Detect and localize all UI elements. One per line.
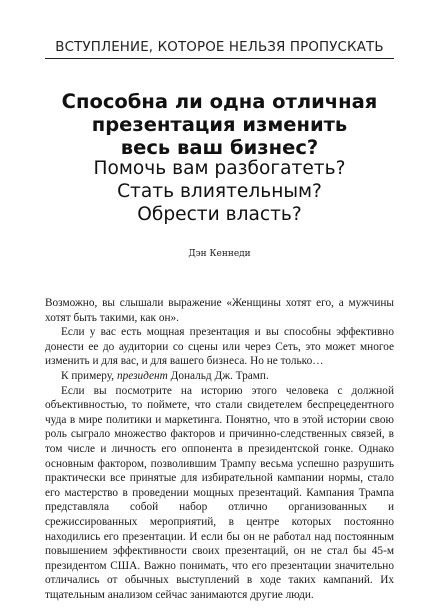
paragraph: Возможно, вы слышали выражение «Женщины хотят его, а мужчины хотят быть такими, как он».	[45, 297, 394, 324]
title-line: Способна ли одна отличная	[61, 90, 378, 113]
author-name: Дэн Кеннеди	[188, 249, 251, 259]
subtitle-line: Обрести власть?	[137, 204, 302, 225]
page-title	[30, 90, 409, 159]
title-line: весь ваш бизнес?	[120, 136, 319, 159]
emphasis-text: президент	[116, 369, 168, 382]
chapter-header: ВСТУПЛЕНИЕ, КОТОРОЕ НЕЛЬЗЯ ПРОПУСКАТЬ	[45, 40, 394, 59]
paragraph-text: К примеру,	[61, 369, 117, 382]
paragraph	[45, 369, 394, 384]
paragraph: Если вы посмотрите на историю этого человека с должной объективностью, то поймете, что стали свидетелем беспрецедентного чуда в мире политики и маркетинга. Понятно, что в этой истории свою роль сыграло множество факторов и причинно-следственных связей, в том числе и личность его оппонента в президентской гонке. Однако основным фактором, позволившим Трампу весьма успешно разрушить практически все принятые для избирательной кампании нормы, стало его мастерство в проведении мощных презентаций. Кампания Трампа представляла собой набор отлично организованных и срежиссированных мероприятий, в центре которых постоянно находились его презентации. И если бы он не работал над постоянным повышением эффективности своих презентаций, он не стал бы 45-м президентом США. Важно понимать, что его презентации значительно отличались от обычных выступлений в ходе таких кампаний. Их тщательным анализом сейчас занимаются другие люди.	[45, 384, 394, 601]
page-subtitle	[30, 157, 409, 226]
paragraph-text: Дональд Дж. Трамп.	[167, 369, 269, 382]
body-text	[45, 296, 394, 602]
subtitle-line: Стать влиятельным?	[117, 181, 322, 202]
paragraph: Если у вас есть мощная презентация и вы способны эффективно донести ее до аудитории со сцены или через Сеть, это может многое изменить и для вас, и для вашего бизнеса. Но не только…	[45, 326, 394, 368]
title-line: презентация изменить	[91, 113, 348, 136]
subtitle-line: Помочь вам разбогатеть?	[93, 158, 346, 179]
